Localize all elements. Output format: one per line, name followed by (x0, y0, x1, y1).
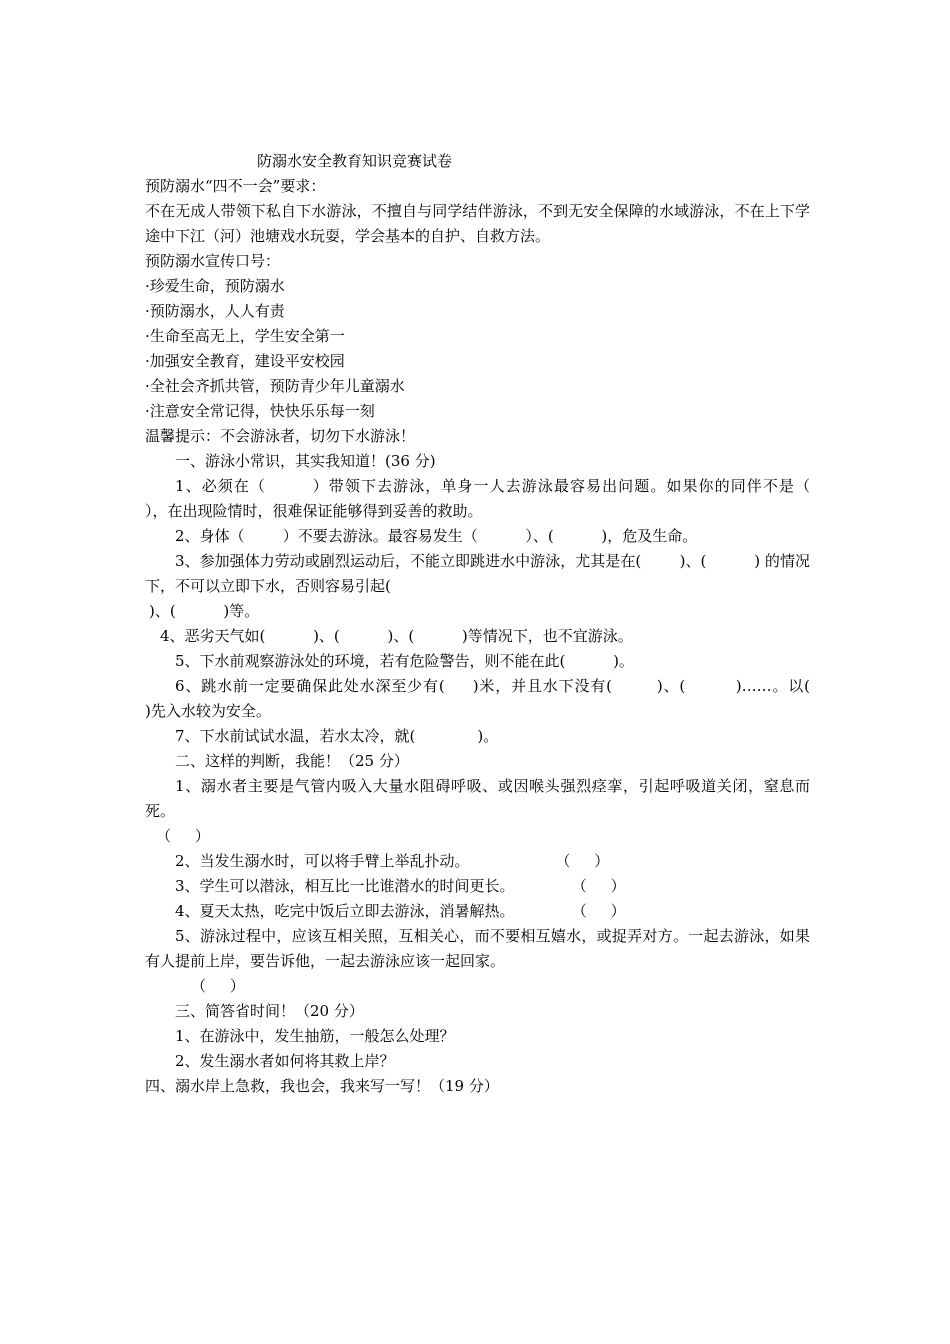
section-1-question-6: 6、跳水前一定要确保此处水深至少有( )米，并且水下没有( )、( )……。以( )先入水较为安全。 (145, 677, 853, 720)
section-2-question-4: 4、夏天太热，吃完中饭后立即去游泳，消暑解热。 （ ） (175, 902, 626, 920)
section-1-question-5: 5、下水前观察游泳处的环境，若有危险警告，则不能在此( )。 (175, 652, 634, 670)
section-3-heading: 三、简答省时间！（20 分） (175, 1002, 364, 1020)
section-1-question-1: 1、必须在（ ）带领下去游泳，单身一人去游泳最容易出问题。如果你的同伴不是（ ），在出现险情时，很难保证能够得到妥善的救助。 (145, 477, 849, 520)
slogan-item: ·生命至高无上，学生安全第一 (145, 327, 345, 345)
intro-heading: 预防溺水“四不一会”要求： (145, 177, 326, 195)
section-3-question-2: 2、发生溺水者如何将其救上岸？ (175, 1052, 395, 1070)
section-1-question-4: 4、恶劣天气如( )、( )、( )等情况下，也不宜游泳。 (160, 627, 633, 645)
section-1-question-7: 7、下水前试试水温，若水太冷，就( )。 (175, 727, 499, 745)
document-page (145, 149, 853, 1099)
slogan-item: ·注意安全常记得，快快乐乐每一刻 (145, 402, 375, 420)
section-1-question-3: 3、参加强体力劳动或剧烈运动后，不能立即跳进水中游泳，尤其是在( )、( ) 的情况下，不可以立即下水，否则容易引起( (145, 552, 810, 595)
section-2-question-3: 3、学生可以潜泳，相互比一比谁潜水的时间更长。 （ ） (175, 877, 626, 895)
slogan-item: ·加强安全教育，建设平安校园 (145, 352, 345, 370)
section-2-question-5: 5、游泳过程中，应该互相关照，互相关心，而不要相互嬉水，或捉弄对方。一起去游泳，如果有人提前上岸，要告诉他，一起去游泳应该一起回家。 (145, 927, 810, 970)
section-2-question-1: 1、溺水者主要是气管内吸入大量水阻碍呼吸、或因喉头强烈痉挛，引起呼吸道关闭，窒息而死。 (145, 777, 810, 820)
section-1-question-3-continued: )、( )等。 (149, 602, 260, 620)
section-2-question-5-answer: （ ） (191, 977, 245, 995)
intro-body: 不在无成人带领下私自下水游泳，不擅自与同学结伴游泳，不到无安全保障的水域游泳，不在上下学途中下江（河）池塘戏水玩耍，学会基本的自护、自救方法。 (145, 202, 810, 245)
warm-tip: 温馨提示：不会游泳者，切勿下水游泳！ (145, 427, 416, 445)
slogan-heading: 预防溺水宣传口号： (145, 252, 281, 270)
slogan-item: ·全社会齐抓共管，预防青少年儿童溺水 (145, 377, 405, 395)
section-3-question-1: 1、在游泳中，发生抽筋，一般怎么处理？ (175, 1027, 455, 1045)
slogan-item: ·珍爱生命，预防溺水 (145, 277, 285, 295)
section-1-question-2: 2、身体（ ）不要去游泳。最容易发生（ ）、( )，危及生命。 (175, 527, 698, 545)
slogan-item: ·预防溺水，人人有责 (145, 302, 285, 320)
section-4-heading: 四、溺水岸上急救，我也会，我来写一写！（19 分） (145, 1077, 499, 1095)
document-title: 防溺水安全教育知识竞赛试卷 (257, 152, 453, 170)
section-2-heading: 二、这样的判断，我能！（25 分） (175, 752, 409, 770)
section-2-question-1-answer: （ ） (156, 827, 210, 845)
section-2-question-2: 2、当发生溺水时，可以将手臂上举乱扑动。 （ ） (175, 852, 610, 870)
section-1-heading: 一、游泳小常识，其实我知道！(36 分) (175, 452, 436, 470)
